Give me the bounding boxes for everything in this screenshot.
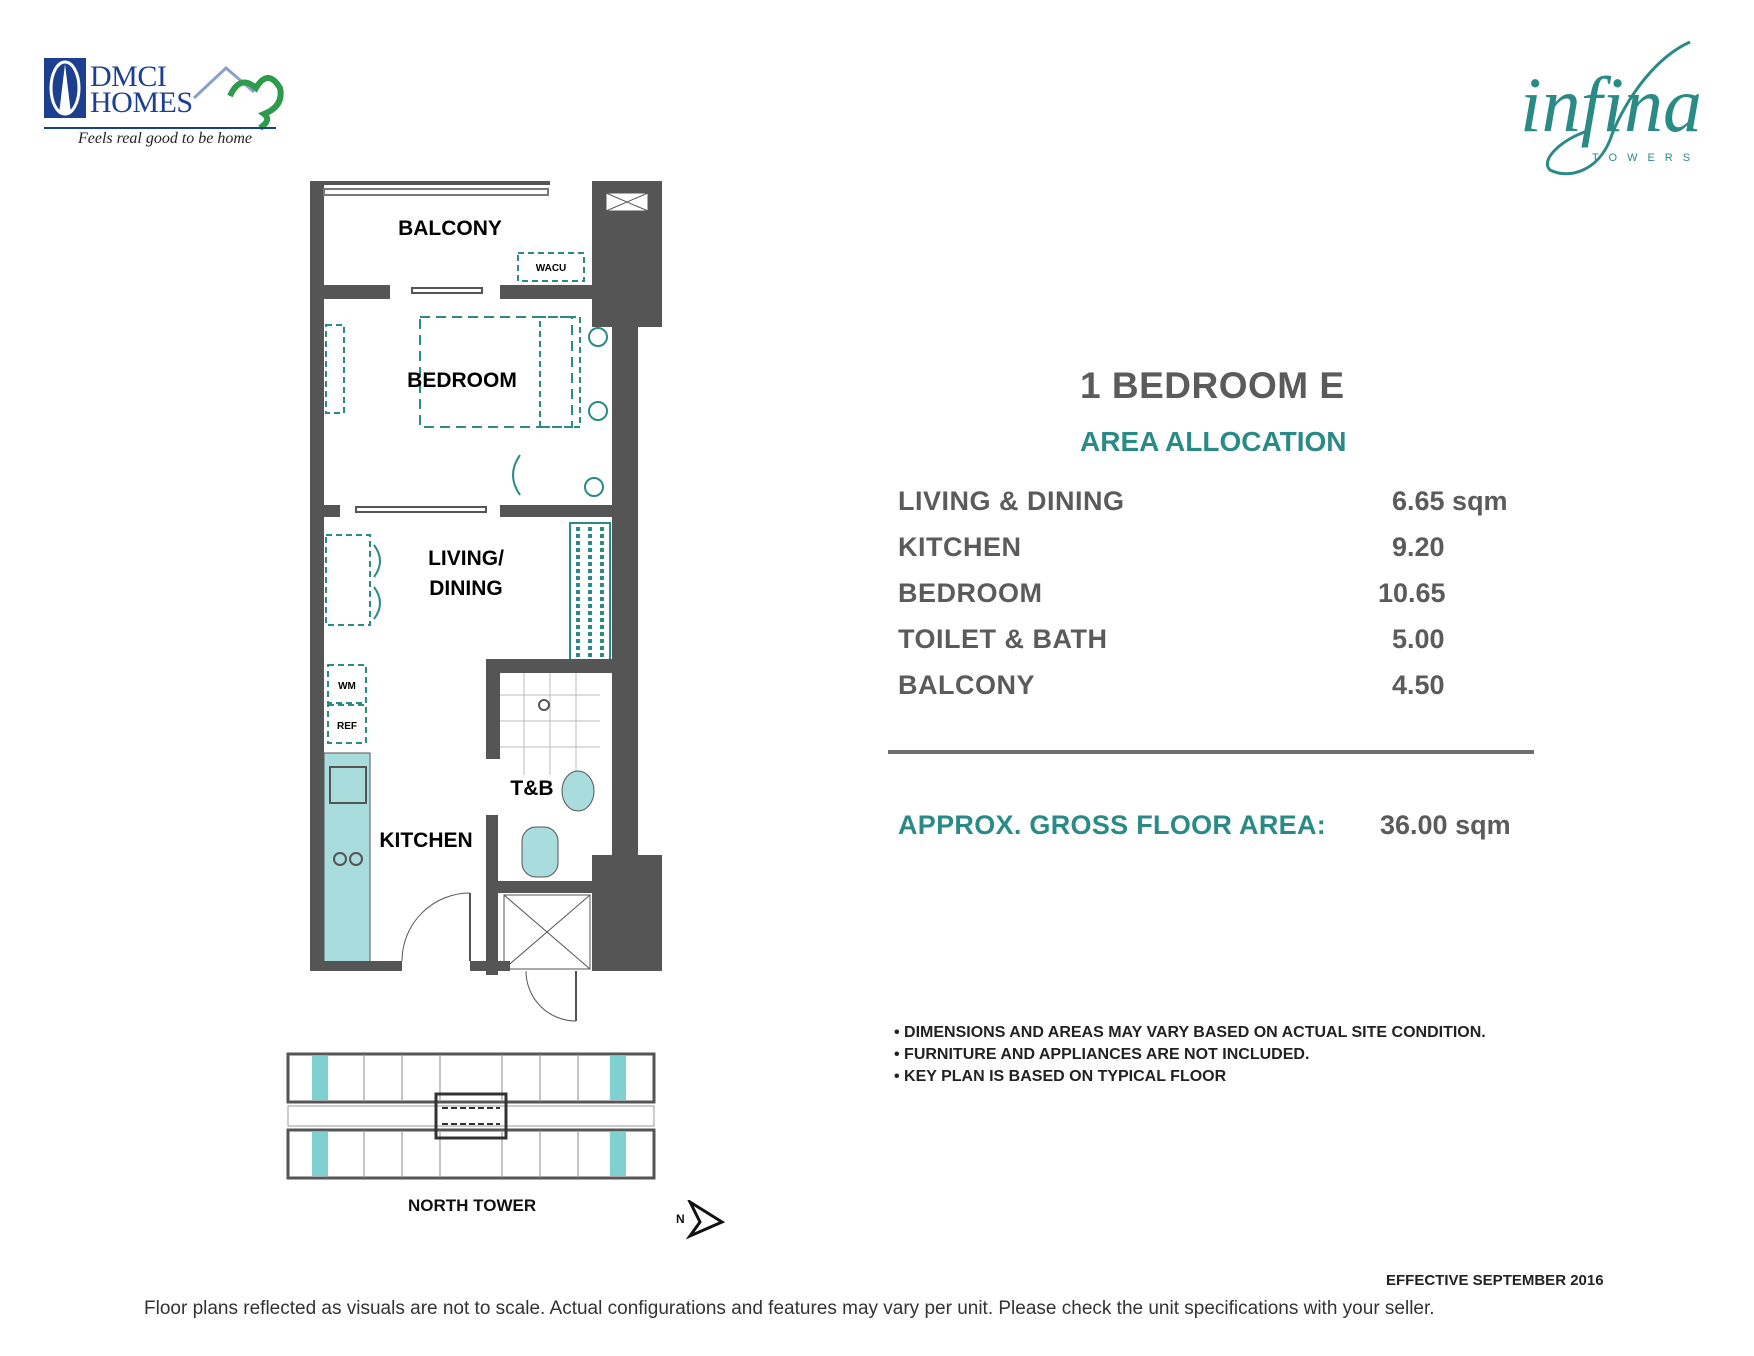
allocation-row-kitchen [898, 532, 1538, 572]
dmci-tagline: Feels real good to be home [78, 130, 253, 147]
allocation-name: LIVING & DINING [898, 486, 1125, 516]
highlighted-unit [610, 1132, 626, 1176]
note-item: • DIMENSIONS AND AREAS MAY VARY BASED ON ACTUAL SITE CONDITION. [894, 1024, 1486, 1041]
sprinkler-2 [589, 402, 607, 420]
column-bottom-right [592, 855, 662, 971]
fixture-label-wacu: WACU [535, 263, 567, 274]
highlighted-unit [312, 1056, 328, 1100]
area-allocation-heading: AREA ALLOCATION [1080, 426, 1347, 457]
dmci-wordmark-line2: HOMES [90, 86, 193, 119]
balcony-sliding-door [412, 288, 482, 293]
wall-right [612, 325, 638, 865]
balcony-railing [324, 189, 548, 195]
sprinkler-1 [589, 328, 607, 346]
allocation-value: 5.00 [1392, 624, 1445, 654]
key-plan-drawing [286, 1050, 658, 1182]
allocation-value: 9.20 [1392, 532, 1445, 562]
bedroom-chair [513, 455, 520, 495]
bedroom-sliding-door [356, 507, 486, 512]
lavatory-icon [562, 771, 594, 811]
room-label-balcony: BALCONY [398, 217, 502, 240]
dmci-wordmark-line1: DMCI [90, 60, 167, 93]
key-plan [286, 1050, 658, 1182]
allocation-name: KITCHEN [898, 532, 1022, 562]
infina-subtitle: TOWERS [1592, 152, 1701, 164]
floor-plan [300, 175, 680, 1035]
north-arrow-icon [676, 1200, 728, 1240]
fixture-label-wm: WM [338, 681, 356, 692]
wall-top [310, 181, 550, 185]
side-cabinet [326, 325, 344, 413]
main-door-swing [402, 893, 470, 961]
effective-date: EFFECTIVE SEPTEMBER 2016 [1386, 1272, 1604, 1289]
key-plan-label: NORTH TOWER [408, 1196, 537, 1215]
allocation-value: 6.65 sqm [1392, 486, 1508, 516]
allocation-value: 4.50 [1392, 670, 1445, 700]
dining-chair-1 [374, 545, 380, 577]
room-label-living-line1: LIVING/ [428, 547, 504, 570]
utility-door-swing [526, 971, 576, 1021]
room-label-tb: T&B [510, 777, 554, 800]
north-arrow [676, 1200, 728, 1240]
note-item: • FURNITURE AND APPLIANCES ARE NOT INCLUDED. [894, 1046, 1310, 1063]
disclaimer: Floor plans reflected as visuals are not to scale. Actual configurations and features may vary per unit. Please check the unit specifications with your seller. [144, 1298, 1435, 1319]
dmci-homes-logo [44, 56, 284, 152]
highlighted-unit [312, 1132, 328, 1176]
allocation-value: 10.65 [1378, 578, 1446, 608]
allocation-row-toilet-bath [898, 624, 1538, 664]
fixture-label-ref: REF [337, 721, 357, 732]
room-label-kitchen: KITCHEN [379, 829, 473, 852]
wardrobe-bedroom [540, 317, 580, 427]
dining-chair-2 [374, 587, 380, 619]
infina-towers-logo [1500, 20, 1720, 190]
sprinkler-3 [585, 478, 603, 496]
allocation-row-bedroom [898, 578, 1538, 618]
room-label-bedroom: BEDROOM [407, 369, 517, 392]
gross-floor-area-label: APPROX. GROSS FLOOR AREA: [898, 810, 1327, 840]
toilet-icon [522, 827, 558, 877]
north-letter: N [676, 1212, 685, 1226]
allocation-name: BALCONY [898, 670, 1035, 700]
allocation-row-living [898, 486, 1538, 526]
notes-list [894, 1022, 1594, 1088]
dining-table [326, 535, 370, 625]
shower-head-icon [539, 700, 549, 710]
allocation-row-balcony [898, 670, 1538, 710]
unit-title: 1 BEDROOM E [1080, 365, 1345, 406]
infina-wordmark: infina [1520, 61, 1703, 148]
floor-plan-drawing [300, 175, 680, 1035]
shower-tiles [500, 673, 600, 775]
wall-left [310, 181, 324, 971]
allocation-name: BEDROOM [898, 578, 1043, 608]
note-item: • KEY PLAN IS BASED ON TYPICAL FLOOR [894, 1068, 1227, 1085]
allocation-name: TOILET & BATH [898, 624, 1108, 654]
room-label-living-line2: DINING [429, 577, 503, 600]
highlighted-unit [610, 1056, 626, 1100]
divider [888, 750, 1534, 754]
gross-floor-area-value: 36.00 sqm [1380, 810, 1511, 840]
